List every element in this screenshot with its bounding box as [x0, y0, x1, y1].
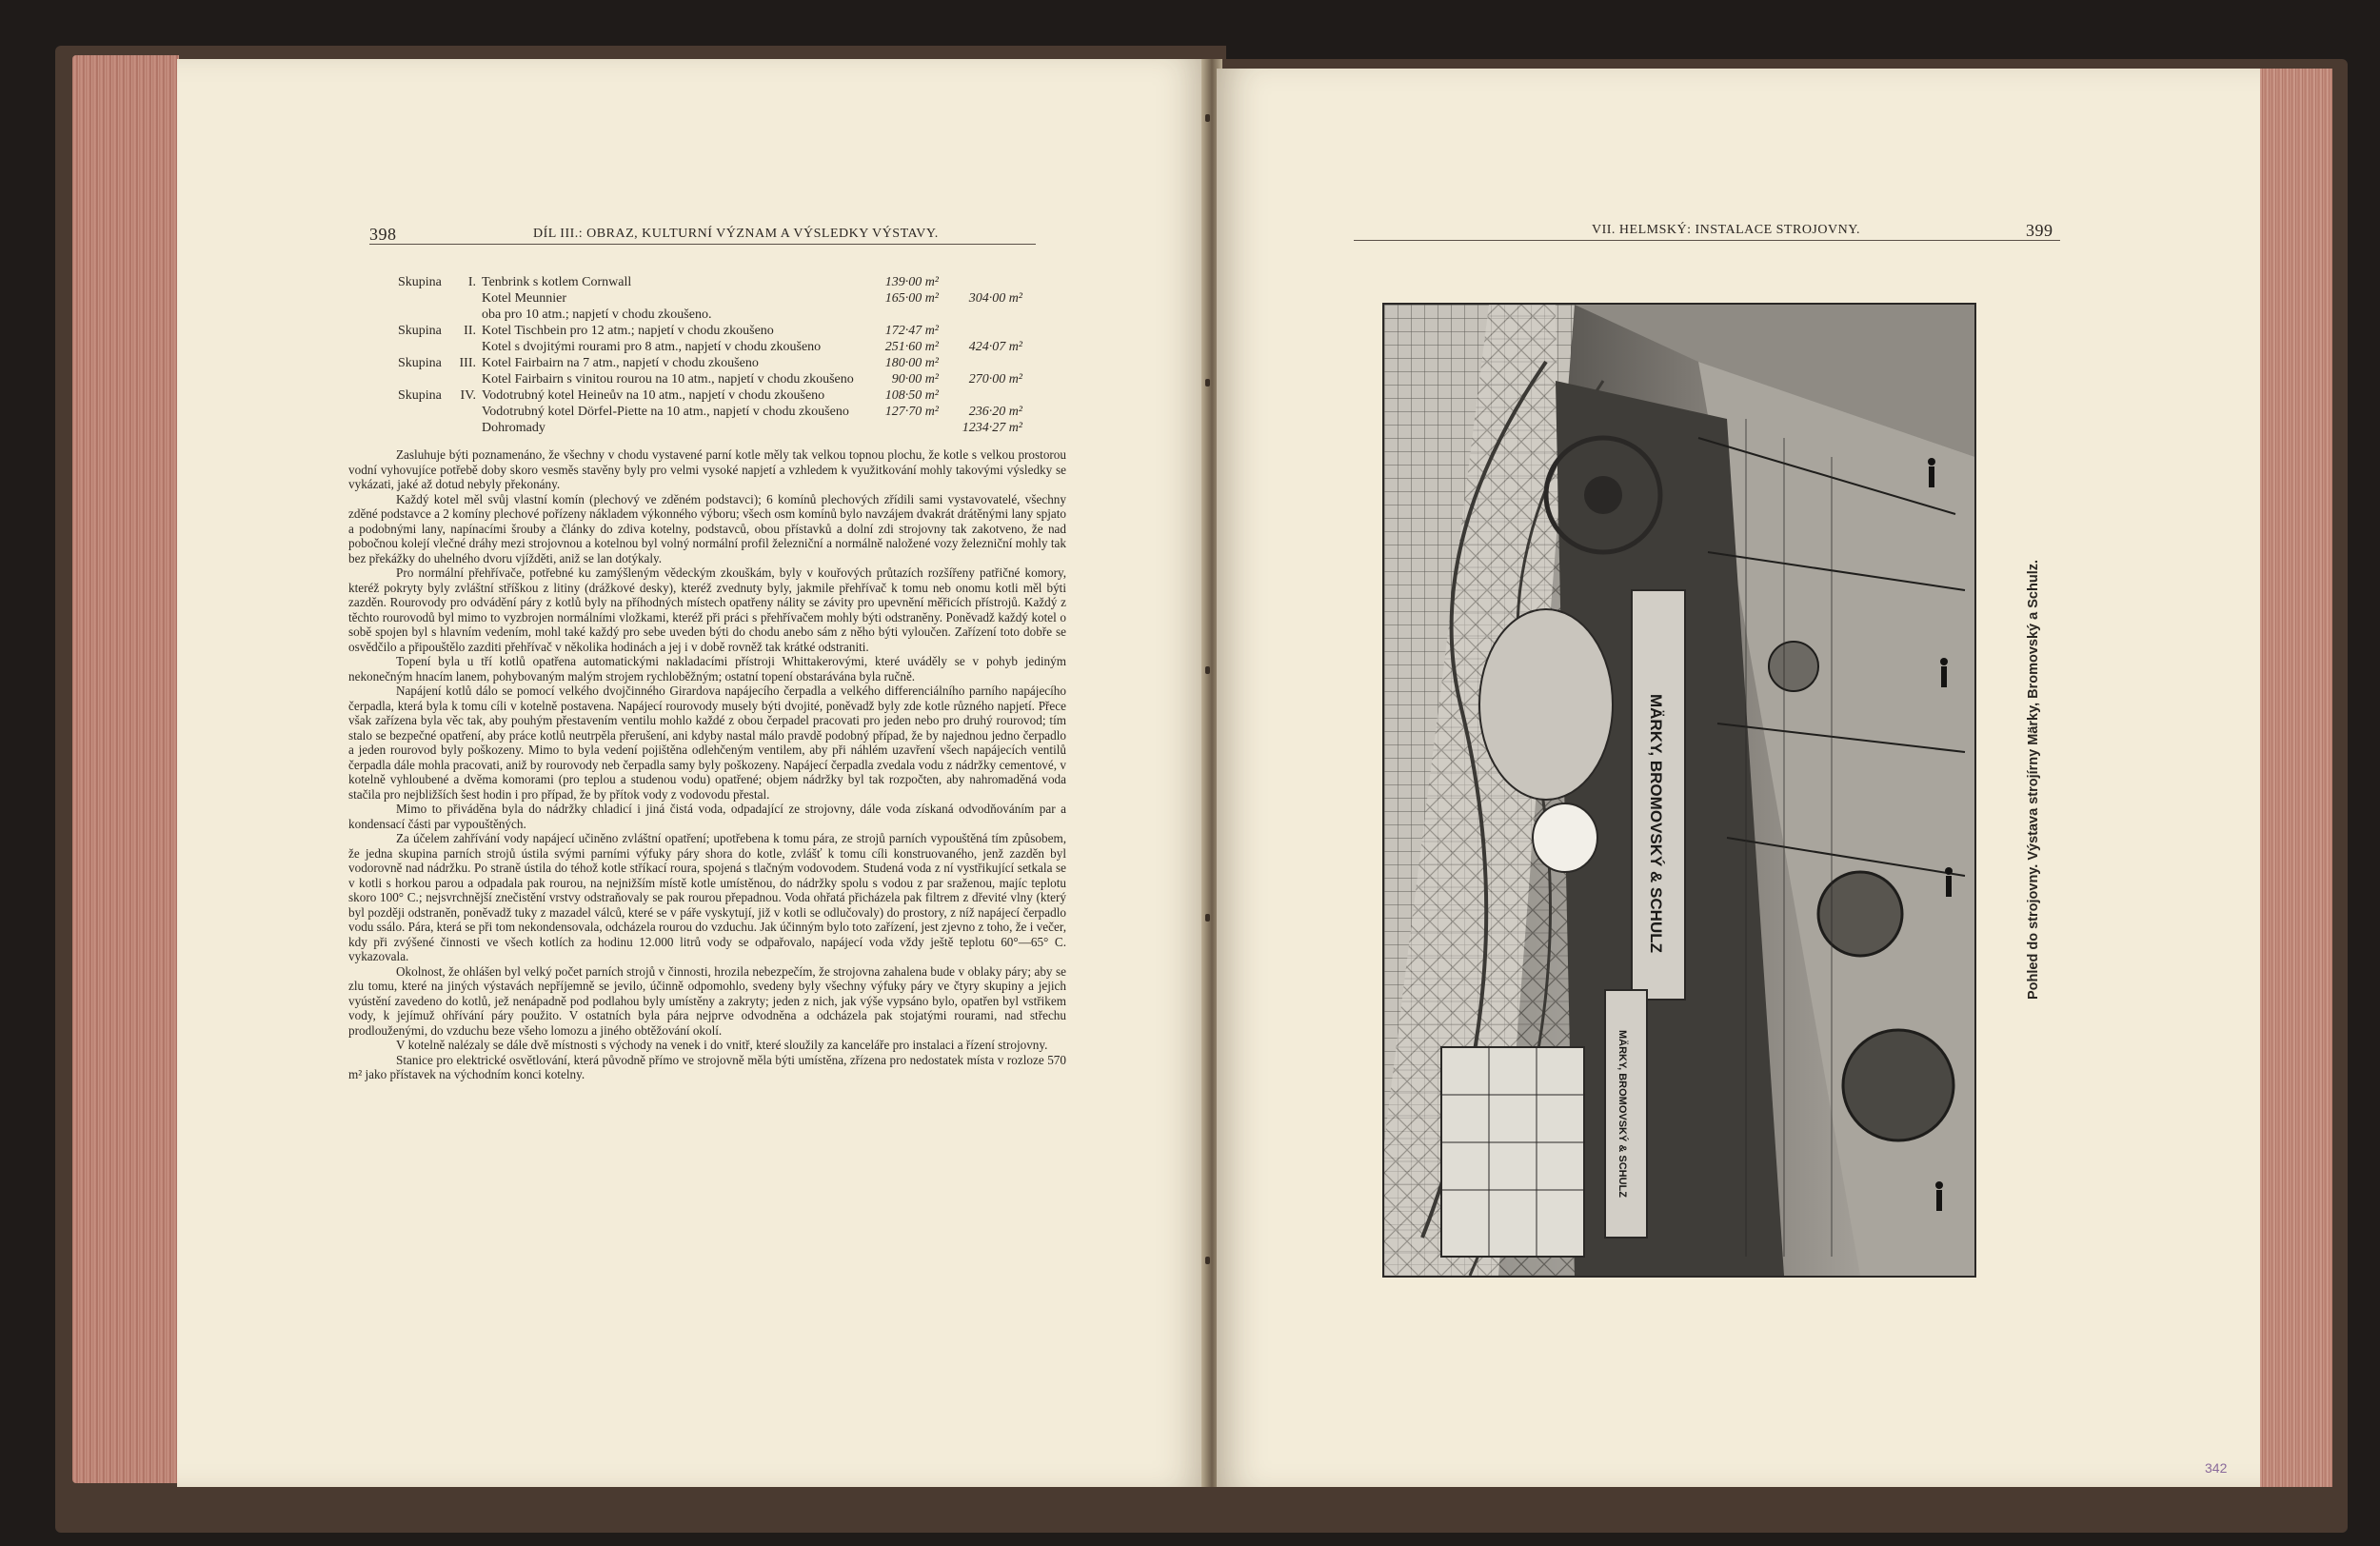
group-number: IV.	[460, 388, 476, 403]
group-row	[398, 323, 1022, 339]
binding-stitch	[1205, 914, 1210, 922]
group-number	[449, 307, 482, 323]
boiler-description: oba pro 10 atm.; napjetí v chodu zkoušeno.	[482, 307, 712, 322]
group-label: Skupina	[398, 388, 442, 403]
group-label	[398, 307, 449, 323]
group-row	[398, 355, 1022, 371]
machine-hall-illustration	[1384, 305, 1974, 1276]
group-row	[398, 387, 1022, 404]
group-row	[398, 339, 1022, 355]
binding-stitch	[1205, 379, 1210, 386]
boiler-description: Kotel Meunnier	[482, 291, 567, 306]
group-row	[398, 290, 1022, 307]
boiler-description: Kotel Fairbairn s vinitou rourou na 10 atm., napjetí v chodu zkoušeno	[482, 372, 854, 386]
heating-surface: 165·00 m²	[884, 291, 939, 306]
group-row	[398, 274, 1022, 290]
heating-surface: 172·47 m²	[884, 324, 939, 338]
left-page-number: 398	[369, 225, 397, 244]
exhibitor-sign: MÄRKY, BROMOVSKÝ & SCHULZ	[1647, 693, 1665, 953]
group-total: 304·00 m²	[968, 291, 1022, 306]
group-total: 270·00 m²	[968, 372, 1022, 386]
heating-surface: 251·60 m²	[884, 340, 939, 354]
group-total	[939, 387, 1022, 404]
group-row	[398, 404, 1022, 420]
boiler-description: Vodotrubný kotel Dörfel-Piette na 10 atm., napjetí v chodu zkoušeno	[482, 405, 849, 419]
body-paragraph: Stanice pro elektrické osvětlování, která původně přímo ve strojovně měla býti umístěna, zřízena pro nedostatek místa v rozloze 570 m² jako přístavek na východním konci kotelny.	[348, 1052, 1066, 1081]
heating-surface: 90·00 m²	[891, 372, 939, 386]
boiler-groups-table	[398, 274, 1022, 436]
group-row	[398, 371, 1022, 387]
boiler-description: Kotel s dvojitými rourami pro 8 atm., napjetí v chodu zkoušeno	[482, 340, 822, 354]
page-block-edge-left	[72, 55, 179, 1483]
right-head-rule	[1354, 240, 2060, 241]
group-label	[398, 290, 449, 307]
group-label	[398, 339, 449, 355]
page-block-edge-right	[2256, 69, 2332, 1487]
group-number	[449, 339, 482, 355]
body-paragraph: Zasluhuje býti poznamenáno, že všechny v chodu vystavené parní kotle měly tak velkou topnou plochu, že kotle s velkou prostorou vodní vyhovujíce potřebě doby skoro vesměs stavěny byly pro velmi vysoké napjetí a vzhledem k využitkování mohly takovými výsledky se vykázati, jaké až dotud nebyly překonány.	[348, 447, 1066, 491]
body-paragraph: Každý kotel měl svůj vlastní komín (plechový ve zděném podstavci); 6 komínů plechových zřídili sami vystavovatelé, všechny zděné podstavce a 2 komíny plechové pořízeny nákladem výkonného výboru; všech osm komínů bylo navzájem dvakrát drátěnými lany spjato a podobnými lany, napínacími šrouby a články do zdiva kotelny, podstavců, obou přístavků a dolní zdi strojovny tak zakotveno, že nad pobočnou kolejí vlečné dráhy mezi strojovnou a kotelnou byl volný normální profil železniční a normálně naložené vozy železniční mohly tak bez překážky do uhelného dvoru vjížděti, aniž se lan dotýkaly.	[348, 491, 1066, 565]
group-total	[939, 274, 1022, 290]
group-total	[939, 323, 1022, 339]
exhibitor-sign: MÄRKY, BROMOVSKÝ & SCHULZ	[1616, 1029, 1628, 1198]
group-label	[398, 420, 449, 436]
body-paragraph: Topení byla u tří kotlů opatřena automatickými nakladacími přístroji Whittakerovými, které uváděly se v pohyb jediným nekonečným hnacím lanem, pohybovaným malým strojem rychloběžným; ostatní topení obstarávána byla ručně.	[348, 654, 1066, 684]
boiler-description: Vodotrubný kotel Heineův na 10 atm., napjetí v chodu zkoušeno	[482, 388, 825, 403]
left-running-head: DÍL III.: OBRAZ, KULTURNÍ VÝZNAM A VÝSLEDKY VÝSTAVY.	[533, 227, 939, 241]
group-label: Skupina	[398, 275, 442, 289]
group-total	[939, 355, 1022, 371]
group-label	[398, 371, 449, 387]
heating-surface	[872, 420, 939, 436]
group-total	[939, 307, 1022, 323]
margin-stamp: 342	[2205, 1460, 2228, 1476]
machine-hall-photograph	[1382, 303, 1976, 1278]
body-paragraph: Za účelem zahřívání vody napájecí učiněno zvláštní opatření; upotřebena k tomu pára, ze strojů parních vypouštěná tím způsobem, že jedna skupina parních strojů ústila svými parními výfuky páry shora do kotle, zvlášť k tomu cíli konstruovaného, jenž zazděn byl vodorovně nad nádržku. Po straně ústila do téhož kotle stříkací roura, spojená s tlačným vodovodem. Studená voda z ní vystřikující setkala se v kotli s horkou parou a odpadala pak rourou, na nejnižším místě kotle umístěnou, do nádržky spolu s vodou z par sraženou, majíc teplotu skoro 100° C.; nejsvrchnější znečistění vrstvy odstraňovaly se pak rourou přepadnou. Voda ohřatá přicházela pak filtrem z dřevité vlny (který byl později odstraněn, poněvadž tuky z mazadel válců, které se v páře vyskytují, již v kotli se odlučovaly) do prostory, z níž napájecí čerpadlo vodu ssálo. Pára, která se při tom nekondensovala, odcházela rourou do vzduchu. Jak účinným bylo toto zařízení, jest zjevno z toho, že i večer, kdy při zvýšené činnosti ve všech kotlích za hodinu 12.000 litrů vody se odpařovalo, napájecí voda vždy ještě teplotu 60°—65° C. vykazovala.	[348, 831, 1066, 963]
group-number: II.	[464, 324, 476, 338]
group-number	[449, 404, 482, 420]
body-paragraph: V kotelně nalézaly se dále dvě místnosti s východy na venek i do vnitř, které sloužily za kanceláře pro instalaci a řízení strojovny.	[396, 1038, 1048, 1052]
group-label	[398, 404, 449, 420]
heating-surface: 108·50 m²	[884, 388, 939, 403]
binding-stitch	[1205, 1257, 1210, 1264]
right-page-number: 399	[2026, 221, 2053, 240]
group-total: 424·07 m²	[968, 340, 1022, 354]
boiler-description: Kotel Fairbairn na 7 atm., napjetí v chodu zkoušeno	[482, 356, 759, 370]
body-paragraph: Mimo to přiváděna byla do nádržky chladicí i jiná čistá voda, odpadající ze strojovny, dále voda získaná odvodňováním par a kondensací části par vypouštěných.	[348, 802, 1066, 831]
heating-surface: 127·70 m²	[884, 405, 939, 419]
group-number: I.	[467, 275, 476, 289]
left-body-text	[348, 447, 1066, 1082]
group-total: 1234·27 m²	[962, 421, 1022, 435]
body-paragraph: Pro normální přehřívače, potřebné ku zamýšleným vědeckým zkouškám, byly v kouřových průtazích rozšířeny patřičné komory, kteréž pokryty byly zvláštní stříškou z litiny (drážkové desky), kteréž zvednuty byly, jakmile přehřívač k tomu neb onomu kotli měl býti zazděn. Rourovody pro odvádění páry z kotlů byly na příhodných místech opatřeny nálity se závity pro upevnění měřicích přístrojů. Každý z těchto rourovodů byl mimo to vyzbrojen normálními vložkami, kteréž při práci s přehřívačem mohly býti odstraněny. Poněvadž každý kotel o sobě spojen byl s hlavním vedením, mohl také každý pro sebe uveden býti do chodu anebo sám z něho býti vyloučen. Zařízení toto dobře se osvědčilo a připouštělo zazditi přehřívač v několika hodinách a jej i v době rovněž tak krátké odstraniti.	[348, 565, 1066, 654]
binding-stitch	[1205, 666, 1210, 674]
body-paragraph: Napájení kotlů dálo se pomocí velkého dvojčinného Girardova napájecího čerpadla a velkého differenciálního parního napájecího čerpadla, která byla k tomu cíli v kotelně postavena. Napájecí rourovody musely býti dvojité, poněvadž byly zde kotle různého napjetí. Přece však zařízena byla věc tak, aby pouhým přestavením ventilu mohlo každé z obou čerpadel pracovati pro jeden nebo pro druhý rourovod; tím stalo se bezpečné opatření, aby práce kotlů neutrpěla přerušení, ani kdyby nastal málo pravdě podobný případ, že by najednou jedno čerpadlo a jeden rourovod byly poškozeny. Mimo to byla vedení pojištěna odlehčeným ventilem, aby při náhlém uzavření všech napájecích ventilů čerpadla dále mohla pracovati, aniž by rourovody neb čerpadla samy byly poškozeny. Napájecí čerpadla zvedala vodu z nádržky cementové, v kotelně vyhloubené a dvěma komorami (pro teplou a studenou vodu) opatřené; objem nádržky byl tak rozpočten, aby nahromaděná voda stačila pro nejbližších šest hodin i pro případ, že by přítok vody z vodovodu přestal.	[348, 684, 1066, 802]
group-number	[449, 290, 482, 307]
group-row	[398, 307, 1022, 323]
group-total: 236·20 m²	[968, 405, 1022, 419]
group-label: Skupina	[398, 324, 442, 338]
body-paragraph: Okolnost, že ohlášen byl velký počet parních strojů v činnosti, hrozila nebezpečím, že strojovna zahalena bude v oblaky páry; aby se zlu tomu, které na jiných výstavách nepříjemně se jevilo, účinně odpomohlo, svedeny byly všechny výfuky páry ve čtyry skupiny a jejich vyústění zavedeno do kotlů, jež nenápadně pod podlahou byly umístěny a zakryty; jeden z nich, jak výše vypsáno bylo, opatřen byl vstřikem vody, k jejímuž ohřívání páry použito. V ostatních byla pára nejprve odvodněna a odcházela pak stojatými rourami, nad střechu prodlouženými, do vzduchu beze všeho lomozu a jiného obtěžování okolí.	[348, 963, 1066, 1038]
heating-surface: 139·00 m²	[884, 275, 939, 289]
left-head-rule	[369, 244, 1036, 245]
group-number: III.	[459, 356, 476, 370]
boiler-description: Tenbrink s kotlem Cornwall	[482, 275, 632, 289]
boiler-description: Dohromady	[482, 421, 545, 435]
group-number	[449, 371, 482, 387]
binding-stitch	[1205, 114, 1210, 122]
heating-surface	[872, 307, 939, 323]
heating-surface: 180·00 m²	[884, 356, 939, 370]
boiler-description: Kotel Tischbein pro 12 atm.; napjetí v chodu zkoušeno	[482, 324, 774, 338]
right-running-head: VII. HELMSKÝ: INSTALACE STROJOVNY.	[1592, 223, 1861, 237]
group-number	[449, 420, 482, 436]
group-label: Skupina	[398, 356, 442, 370]
group-row	[398, 420, 1022, 436]
plate-caption: Pohled do strojovny. Výstava strojírny Märky, Bromovský a Schulz.	[2026, 560, 2041, 1000]
